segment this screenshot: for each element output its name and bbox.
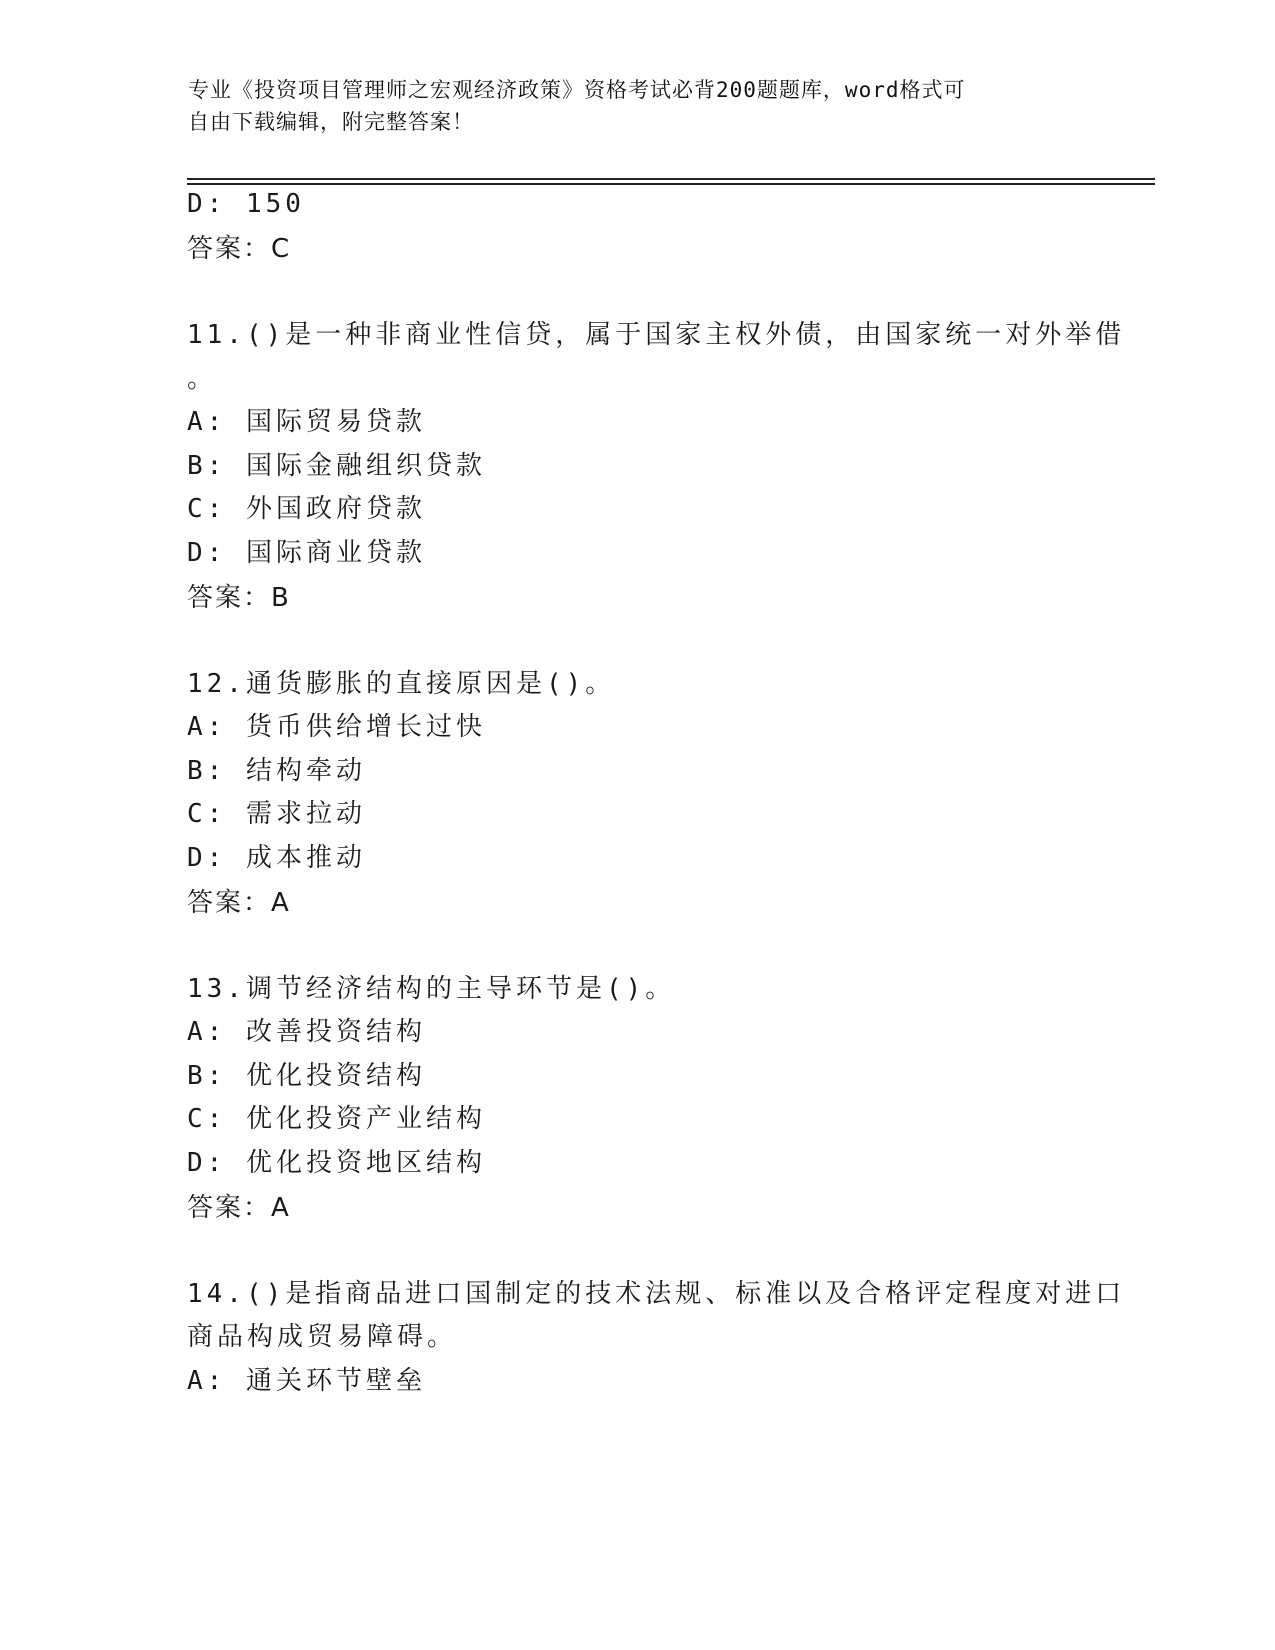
- q12-stem: 12.通货膨胀的直接原因是()。: [187, 669, 616, 699]
- q14-stem-line-1: 14.()是指商品进口国制定的技术法规、标准以及合格评定程度对进口: [187, 1279, 1126, 1309]
- header-line-2: 自由下载编辑，附完整答案！: [188, 110, 474, 134]
- q11-stem-line-1: 11.()是一种非商业性信贷，属于国家主权外债，由国家统一对外举借: [187, 320, 1126, 350]
- q12-option-d: D: 成本推动: [187, 843, 366, 873]
- q11-stem-line-2: 。: [187, 364, 218, 394]
- q11-option-b: B: 国际金融组织贷款: [187, 451, 486, 481]
- q14-stem-line-2: 商品构成贸易障碍。: [187, 1322, 458, 1352]
- q11-option-a: A: 国际贸易贷款: [187, 407, 426, 437]
- q12-answer: 答案：A: [187, 888, 291, 918]
- header-line-1: 专业《投资项目管理师之宏观经济政策》资格考试必背200题题库，word格式可: [188, 78, 966, 102]
- q13-option-c: C: 优化投资产业结构: [187, 1104, 486, 1134]
- q14-option-a: A: 通关环节壁垒: [187, 1366, 426, 1396]
- q12-option-c: C: 需求拉动: [187, 799, 366, 829]
- q11-option-d: D: 国际商业贷款: [187, 538, 426, 568]
- prev-option-d: D: 150: [187, 189, 305, 219]
- q12-option-b: B: 结构牵动: [187, 756, 366, 786]
- q13-option-a: A: 改善投资结构: [187, 1017, 426, 1047]
- q13-option-b: B: 优化投资结构: [187, 1061, 426, 1091]
- q11-answer: 答案：B: [187, 583, 291, 613]
- prev-answer: 答案：C: [187, 234, 292, 264]
- q13-stem: 13.调节经济结构的主导环节是()。: [187, 974, 676, 1004]
- q13-option-d: D: 优化投资地区结构: [187, 1148, 486, 1178]
- q11-option-c: C: 外国政府贷款: [187, 494, 426, 524]
- q13-answer: 答案：A: [187, 1193, 291, 1223]
- q12-option-a: A: 货币供给增长过快: [187, 712, 486, 742]
